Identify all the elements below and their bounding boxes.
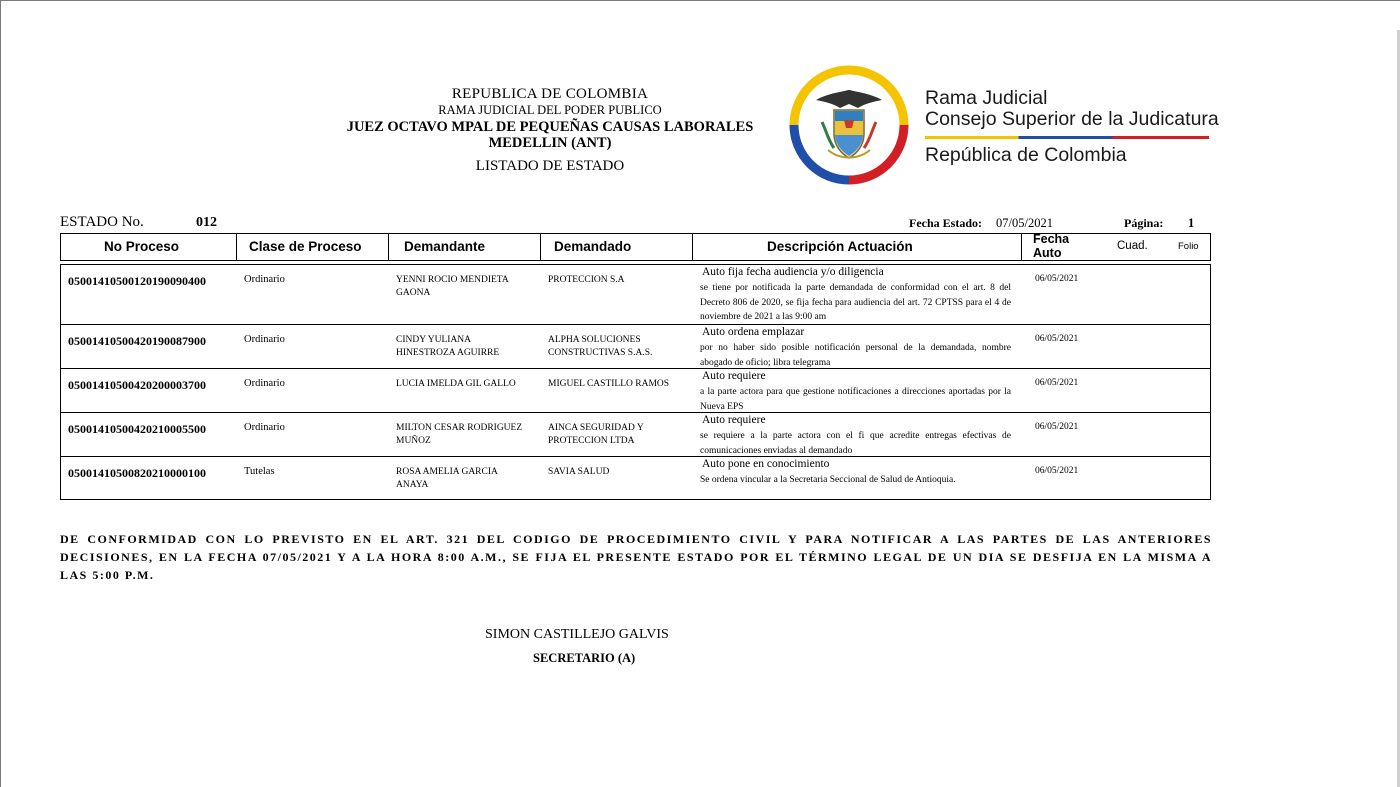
cell-proceso: 05001410500120190090400: [68, 274, 206, 288]
cell-actuacion-title: Auto requiere: [702, 370, 766, 382]
logo-consejo: Consejo Superior de la Judicatura: [925, 108, 1219, 130]
page-border-left: [0, 0, 1, 787]
logo-rama-judicial: Rama Judicial: [925, 87, 1048, 109]
col-header-demandado: Demandado: [554, 239, 632, 254]
pagina-value: 1: [1188, 216, 1195, 230]
rama-judicial-seal-icon: [788, 64, 910, 186]
cell-proceso: 05001410500420210005500: [68, 422, 206, 436]
cell-demandante: MILTON CESAR RODRIGUEZ MUÑOZ: [396, 423, 523, 446]
cell-actuacion-title: Auto requiere: [702, 414, 766, 426]
header-branch: RAMA JUDICIAL DEL PODER PUBLICO: [438, 103, 662, 117]
fecha-estado-label: Fecha Estado:: [909, 216, 982, 230]
col-header-cuad: Cuad.: [1117, 240, 1148, 252]
col-header-folio: Folio: [1178, 241, 1199, 252]
column-divider: [388, 234, 389, 260]
shield-icon: [834, 110, 864, 158]
table-row: [61, 413, 1210, 457]
cell-actuacion-desc: se requiere a la parte actora con el fi que acredite entregas efectivas de comunicaciones enviadas al demandado: [700, 431, 1011, 456]
pagina-label: Página:: [1124, 216, 1164, 230]
cell-fecha-auto: 06/05/2021: [1035, 378, 1079, 388]
cell-demandante: CINDY YULIANA HINESTROZA AGUIRRE: [396, 335, 500, 358]
table-row: [61, 325, 1210, 369]
cell-demandado: PROTECCION S.A: [548, 275, 625, 285]
fecha-estado-value: 07/05/2021: [996, 216, 1053, 230]
column-divider: [540, 234, 541, 260]
cell-fecha-auto: 06/05/2021: [1035, 274, 1079, 284]
col-header-fecha-line2: Auto: [1033, 246, 1062, 260]
cell-actuacion-title: Auto pone en conocimiento: [702, 458, 830, 470]
table-row: [61, 457, 1210, 499]
table-row: [61, 369, 1210, 413]
cell-clase: Ordinario: [244, 422, 285, 433]
cell-actuacion-desc: a la parte actora para que gestione notificaciones a direcciones aportadas por la Nueva EPS: [700, 387, 1011, 412]
table-header: [60, 233, 1211, 261]
estado-number: 012: [196, 215, 217, 230]
cell-fecha-auto: 06/05/2021: [1035, 422, 1079, 432]
cell-demandado: SAVIA SALUD: [548, 467, 610, 477]
table-body: [60, 264, 1211, 500]
col-header-fecha: [1033, 232, 1069, 260]
cell-demandante: YENNI ROCIO MENDIETA GAONA: [396, 275, 509, 298]
cell-clase: Tutelas: [244, 466, 275, 477]
legal-notice: DE CONFORMIDAD CON LO PREVISTO EN EL ART. 321 DEL CODIGO DE PROCEDIMIENTO CIVIL Y PARA NOTIFICAR A LAS PARTES DE LAS ANTERIORES DECISIONES, EN LA FECHA 07/05/2021 Y A LA HORA 8:00 A.M., SE FIJA EL PRESENTE ESTADO POR EL TÉRMINO LEGAL DE UN DIA SE DESFIJA EN LA MISMA A LAS 5:00 P.M.: [60, 532, 1212, 582]
cell-actuacion-desc: se tiene por notificada la parte demandada de conformidad con el art. 8 del Decreto 806 de 2020, se fija fecha para audiencia del art. 72 CPTSS para el 4 de noviembre de 2021 a las 9:00 am: [700, 283, 1011, 322]
column-divider: [1021, 234, 1022, 260]
cell-clase: Ordinario: [244, 274, 285, 285]
cell-demandante: LUCIA IMELDA GIL GALLO: [396, 379, 516, 389]
cell-actuacion-desc: por no haber sido posible notificación personal de la demandada, nombre abogado de oficio; libra telegrama: [700, 343, 1011, 368]
cell-actuacion-title: Auto fija fecha audiencia y/o diligencia: [702, 266, 884, 278]
table-row: [61, 265, 1210, 325]
header-country: REPUBLICA DE COLOMBIA: [451, 86, 649, 102]
logo-republica: República de Colombia: [925, 144, 1127, 166]
cell-actuacion-title: Auto ordena emplazar: [702, 326, 805, 338]
cell-proceso: 05001410500420190087900: [68, 334, 206, 348]
cell-proceso: 05001410500820210000100: [68, 466, 206, 480]
column-divider: [236, 234, 237, 260]
col-header-clase: Clase de Proceso: [249, 239, 362, 254]
cell-clase: Ordinario: [244, 378, 285, 389]
col-header-descripcion: Descripción Actuación: [767, 239, 913, 254]
col-header-fecha-line1: Fecha: [1033, 232, 1070, 246]
cell-demandante: ROSA AMELIA GARCIA ANAYA: [396, 467, 498, 490]
cell-proceso: 05001410500420200003700: [68, 378, 206, 392]
estado-label: ESTADO No.: [60, 214, 144, 230]
cell-demandado: ALPHA SOLUCIONES CONSTRUCTIVAS S.A.S.: [548, 335, 653, 358]
header-city: MEDELLIN (ANT): [488, 135, 612, 151]
column-divider: [692, 234, 693, 260]
signature-title: SECRETARIO (A): [533, 651, 636, 665]
cell-fecha-auto: 06/05/2021: [1035, 334, 1079, 344]
col-header-demandante: Demandante: [404, 239, 486, 254]
page-border: [0, 0, 1400, 1]
cell-demandado: AINCA SEGURIDAD Y PROTECCION LTDA: [548, 423, 644, 446]
cell-clase: Ordinario: [244, 334, 285, 345]
header-court: JUEZ OCTAVO MPAL DE PEQUEÑAS CAUSAS LABORALES: [346, 119, 754, 135]
cell-actuacion-desc: Se ordena vincular a la Secretaria Seccional de Salud de Antioquia.: [700, 475, 956, 485]
cell-demandado: MIGUEL CASTILLO RAMOS: [548, 379, 670, 389]
col-header-proceso: No Proceso: [104, 239, 180, 254]
condor-icon: [816, 90, 882, 108]
signature-name: SIMON CASTILLEJO GALVIS: [485, 627, 669, 642]
header-doc-type: LISTADO DE ESTADO: [475, 158, 625, 174]
cell-fecha-auto: 06/05/2021: [1035, 466, 1079, 476]
logo-color-stripe: [925, 136, 1209, 139]
